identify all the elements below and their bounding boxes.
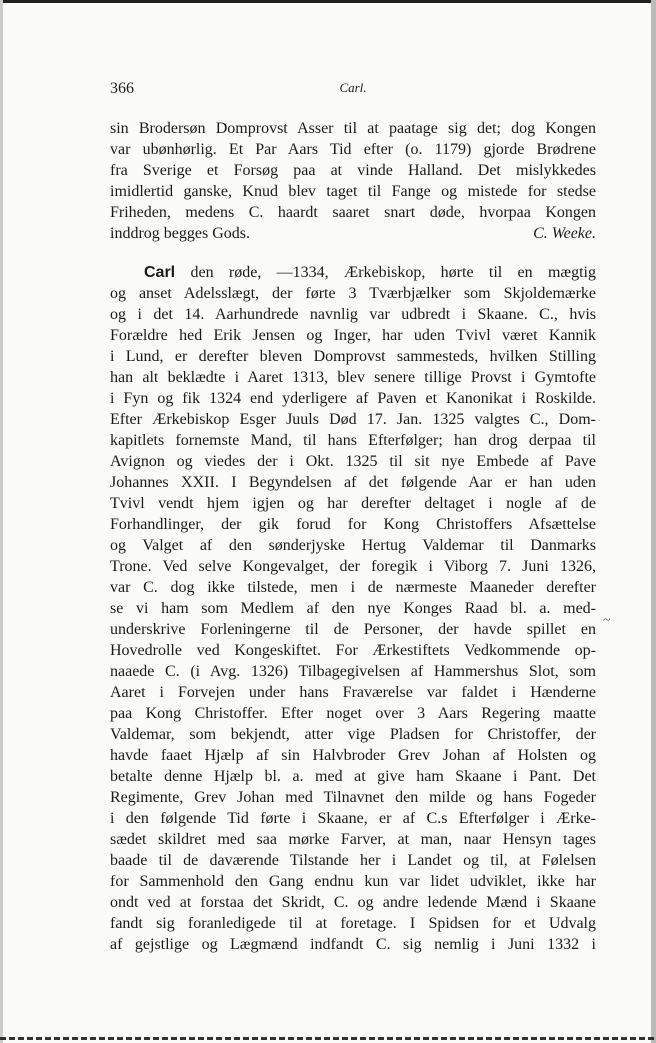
entry-name: Carl xyxy=(144,264,176,281)
text-line: og anset Adelsslægt, der førte 3 Tværbjælker som Skjoldemærke xyxy=(110,285,596,302)
text-line: Johannes XXII. I Begyndelsen af det følgende Aar er han uden xyxy=(110,474,596,491)
page-number: 366 xyxy=(110,80,134,97)
text-line: var C. dog ikke tilstede, men i de nærmeste Maaneder derefter xyxy=(110,579,596,596)
text-line: fandt sig foranledigede til at foretage. I Spidsen for et Udvalg xyxy=(110,915,596,932)
text-line: se vi ham som Medlem af den nye Konges Raad bl. a. med- xyxy=(110,600,596,617)
text-line: og Valget af den sønderjyske Hertug Valdemar til Danmarks xyxy=(110,537,596,554)
text-line: fra Sverige et Forsøg paa at vinde Halland. Det mislykkedes xyxy=(110,162,596,179)
running-title: Carl. xyxy=(339,80,367,95)
text-line: sædet skildret med saa mørke Farver, at man, naar Hensyn tages xyxy=(110,831,596,848)
author-signature: C. Weeke. xyxy=(533,225,596,242)
text-line: Valdemar, som bekjendt, atter vige Pladsen for Christoffer, der xyxy=(110,726,596,743)
page-edge-bottom xyxy=(0,1037,656,1040)
text-line: han alt beklædte i Aaret 1313, blev senere tillige Provst i Gymtofte xyxy=(110,369,596,386)
text-line: havde faaet Hjælp af sin Halvbroder Grev Johan af Holsten og xyxy=(110,747,596,764)
text-line: baade til de daværende Tilstande her i Landet og til, at Følelsen xyxy=(110,852,596,869)
text-line: Tvivl vendt hjem igjen og har derefter deltaget i nogle af de xyxy=(110,495,596,512)
text-line-end: inddrog begges Gods. xyxy=(110,225,250,242)
text-line: betalte denne Hjælp bl. a. med at give ham Skaane i Pant. Det xyxy=(110,768,596,785)
text-line: i den følgende Tid førte i Skaane, er af C.s Efterfølger i Ærke- xyxy=(110,810,596,827)
text-line: og i det 14. Aarhundrede navnlig var udbredt i Skaane. C., hvis xyxy=(110,306,596,323)
text-line: Avignon og viedes der i Okt. 1325 til sit nye Embede af Pave xyxy=(110,453,596,470)
page-edge-right xyxy=(651,0,656,1043)
page-edge-left xyxy=(0,0,3,1043)
text-line: var ubønhørlig. Et Par Aars Tid efter (o. 1179) gjorde Brødrene xyxy=(110,141,596,158)
page-header xyxy=(110,80,596,102)
text-line: underskrive Forleningerne til de Personer, der havde spillet en xyxy=(110,621,596,638)
text-line: Forældre hed Erik Jensen og Inger, har uden Tvivl været Kannik xyxy=(110,327,596,344)
text-line: Trone. Ved selve Kongevalget, der foregik i Viborg 7. Juni 1326, xyxy=(110,558,596,575)
text-line: imidlertid ganske, Knud blev taget til Fange og mistede for stedse xyxy=(110,183,596,200)
text-line: ondt ved at forstaa det Skridt, C. og andre ledende Mænd i Skaane xyxy=(110,894,596,911)
text-line: i Lund, er derefter bleven Domprovst sammesteds, hvilken Stilling xyxy=(110,348,596,365)
text-line: Regimente, Grev Johan med Tilnavnet den milde og hans Fogeder xyxy=(110,789,596,806)
text-line-with-signature xyxy=(110,223,596,244)
text-line: paa Kong Christoffer. Efter noget over 3 Aars Regering maatte xyxy=(110,705,596,722)
text-line: Aaret i Forvejen under hans Fraværelse var faldet i Hænderne xyxy=(110,684,596,701)
text-line: i Fyn og fik 1324 end yderligere af Paven et Kanonikat i Roskilde. xyxy=(110,390,596,407)
text-line: sin Brodersøn Domprovst Asser til at paatage sig det; dog Kongen xyxy=(110,120,596,137)
text-line: Hovedrolle ved Kongeskiftet. For Ærkestiftets Vedkommende op- xyxy=(110,642,596,659)
page-edge-top xyxy=(0,0,656,3)
text-line: af gejstlige og Lægmænd indfandt C. sig nemlig i Juni 1332 i xyxy=(110,936,596,953)
entry-heading-rest: den røde, —1334, Ærkebiskop, hørte til en mægtig xyxy=(175,264,596,281)
text-line: Friheden, medens C. haardt saaret snart døde, hvorpaa Kongen xyxy=(110,204,596,221)
margin-mark: ~ xyxy=(603,613,611,628)
text-line: Forhandlinger, der gik forud for Kong Christoffers Afsættelse xyxy=(110,516,596,533)
text-line: kapitlets fornemste Mand, til hans Efterfølger; han drog derpaa til xyxy=(110,432,596,449)
entry-heading-line xyxy=(144,262,596,283)
text-line: for Sammenhold den Gang endnu kun var lidet udviklet, ikke har xyxy=(110,873,596,890)
text-line: Efter Ærkebiskop Esger Juuls Død 17. Jan. 1325 valgtes C., Dom- xyxy=(110,411,596,428)
text-line: naaede C. (i Avg. 1326) Tilbagegivelsen af Hammershus Slot, som xyxy=(110,663,596,680)
